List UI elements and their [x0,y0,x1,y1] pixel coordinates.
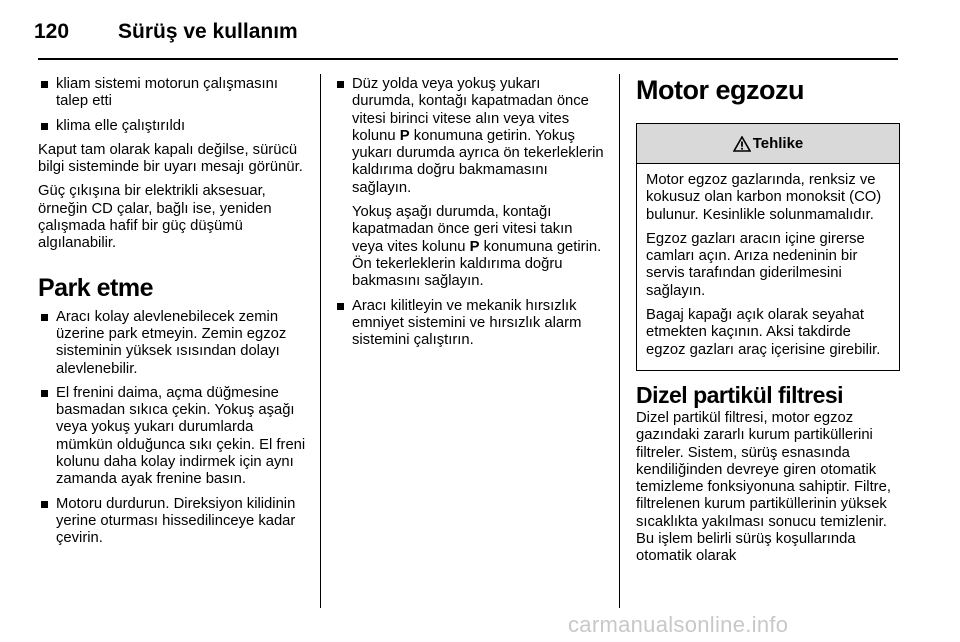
heading-park-etme: Park etme [38,273,154,302]
bullet-list-top [38,76,306,135]
list-item: Aracı kilitleyin ve mekanik hırsızlık emniyet sistemini ve hırsızlık alarm sistemini çalıştırın. [334,298,606,350]
paragraph: Kaput tam olarak kapalı değilse, sürücü bilgi sisteminde bir uyarı mesajı görünür. [38,141,303,176]
warning-triangle-icon [733,136,751,152]
list-item: kliam sistemi motorun çalışmasını talep etti [38,76,306,111]
page-number: 120 [34,20,70,43]
paragraph: Bagaj kapağı açık olarak seyahat etmekten kaçının. Aksi takdirde egzoz gazları araç içerisine girebilir. [646,307,881,358]
gear-position-p: P [399,127,410,144]
gear-position-p: P [469,238,480,255]
column-divider-right [619,74,620,608]
column-left [38,76,306,555]
bullet-list-park [38,309,306,548]
paragraph: Dizel partikül filtresi, motor egzoz gazındaki zararlı kurum partiküllerini filtreler. Sistem, sürüş esnasında kendiliğinden devreye giren otomatik temizleme fonksiyonuna sahiptir. Filtre, filtrelenen kurum partiküllerinin yüksek sıcaklıkta yakılması sonucu temizlenir. Bu işlem belirli sürüş koşullarında otomatik olarak [636,409,891,565]
column-middle [334,76,606,356]
section-title: Sürüş ve kullanım [118,20,298,43]
watermark-text: carmanualsonline.info [568,612,789,637]
heading-dizel-partikul-filtresi: Dizel partikül filtresi [636,381,844,408]
list-item: Motoru durdurun. Direksiyon kilidinin yerine oturması hissedilinceye kadar çevirin. [38,496,306,548]
paragraph: Güç çıkışına bir elektrikli aksesuar, örneğin CD çalar, bağlı ise, yeniden çalışmada hafif bir güç düşümü algılanabilir. [38,183,272,252]
list-item: Aracı kolay alevlenebilecek zemin üzerine park etmeyin. Zemin egzoz sisteminin yüksek ısısından dolayı alevlenebilir. [38,309,306,378]
paragraph: Motor egzoz gazlarında, renksiz ve kokusuz olan karbon monoksit (CO) bulunur. Kesinlikle solunmamalıdır. [646,172,882,223]
list-item: klima elle çalıştırıldı [38,118,306,135]
warning-header [637,124,899,164]
list-item: El frenini daima, açma düğmesine basmadan sıkıca çekin. Yokuş aşağı veya yokuş yukarı durumlarda mümkün olduğunca sıkı çekin. El freni kolunu daha kolay indirmek için aynı zamanda ayak frenine basın. [38,385,306,489]
heading-motor-egzozu: Motor egzozu [636,75,804,105]
paragraph: Egzoz gazları aracın içine girerse camları açın. Arıza nedeninin bir servis tarafından giderilmesini sağlayın. [646,230,865,299]
warning-box [636,123,900,371]
sub-paragraph: Yokuş aşağı durumda, kontağı kapatmadan önce geri vitesi takın veya vites kolunu P konumuna getirin. Ön tekerleklerin kaldırıma doğru bakmasını sağlayın. [352,204,602,290]
header-rule [38,58,898,60]
column-divider-left [320,74,321,608]
warning-title: Tehlike [752,134,804,152]
list-item: Düz yolda veya yokuş yukarı durumda, kontağı kapatmadan önce vitesi birinci vitese alın veya vites kolunu P konumuna getirin. Yokuş yukarı durumda ayrıca ön tekerleklerin kaldırıma doğru bakmamasını sağlayın. Yokuş aşağı durumda, kontağı kapatmadan önce geri vitesi takın veya vites kolunu P konumuna getirin. Ön tekerleklerin kaldırıma doğru bakmasını sağlayın. [334,76,606,291]
warning-body [637,164,899,370]
page-header [34,18,900,58]
column-right [636,76,902,573]
bullet-list-parking-steps [334,76,606,349]
